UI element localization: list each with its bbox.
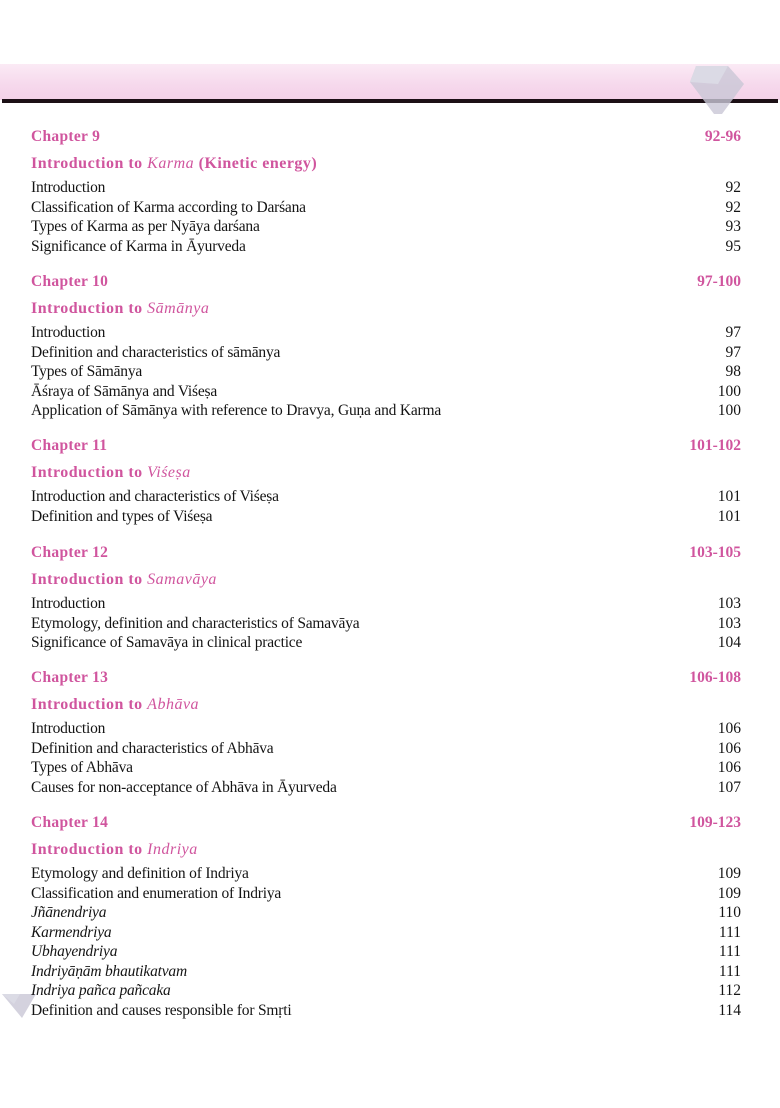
entry-title: Introduction and characteristics of Viśeṣa [31, 488, 279, 505]
entry-title: Introduction [31, 595, 106, 612]
chapter-label: Chapter 12 [31, 544, 109, 561]
entry-page: 104 [717, 634, 741, 651]
toc-entry[interactable] [31, 884, 743, 904]
toc-entry[interactable] [31, 323, 743, 343]
entry-page: 107 [717, 778, 741, 796]
entry-title: Etymology and definition of Indriya [31, 865, 249, 882]
toc-entry[interactable] [31, 401, 743, 421]
chapter-label: Chapter 11 [31, 437, 108, 454]
chapter-label: Chapter 13 [31, 669, 109, 686]
chapter-label: Chapter 9 [31, 128, 101, 145]
chapter-title [31, 838, 743, 862]
toc-entry[interactable] [31, 981, 743, 1001]
entry-page: 97 [725, 324, 741, 341]
entry-page: 114 [718, 1001, 741, 1019]
chapter-page-range: 101-102 [689, 437, 741, 454]
chapter-title-term: Karma [147, 155, 195, 172]
entry-title: Introduction [31, 179, 106, 196]
chapter-page-range: 97-100 [697, 273, 741, 290]
toc-entry[interactable] [31, 923, 743, 943]
entry-page: 93 [725, 218, 741, 235]
chapter-title [31, 297, 743, 321]
entry-title: Indriya pañca pañcaka [31, 982, 171, 999]
entry-page: 106 [717, 759, 741, 776]
entry-title: Significance of Karma in Āyurveda [31, 237, 246, 255]
chapter-title [31, 152, 743, 176]
entry-title: Definition and causes responsible for Smṛti [31, 1001, 292, 1019]
entry-page: 97 [725, 343, 741, 361]
chapter-page-range: 109-123 [689, 814, 741, 831]
chapter-12 [31, 544, 743, 653]
chapter-page-range: 106-108 [689, 669, 741, 686]
entry-title: Āśraya of Sāmānya and Viśeṣa [31, 382, 218, 400]
entry-title: Types of Abhāva [31, 759, 133, 776]
toc-entry[interactable] [31, 778, 743, 798]
chapter-title-prefix: Introduction to [31, 696, 148, 713]
entry-page: 106 [717, 720, 741, 737]
entry-page: 103 [717, 614, 741, 632]
chapter-title-term: Samavāya [147, 571, 217, 588]
entry-page: 98 [725, 363, 741, 380]
entry-title: Application of Sāmānya with reference to Dravya, Guṇa and Karma [31, 402, 442, 419]
toc-entry[interactable] [31, 382, 743, 402]
entry-page: 112 [718, 982, 741, 999]
entry-page: 109 [717, 865, 741, 882]
entry-title: Indriyāṇām bhautikatvam [31, 962, 187, 980]
entry-page: 111 [718, 923, 741, 941]
toc-entry[interactable] [31, 198, 743, 218]
entry-page: 101 [717, 507, 741, 525]
chapter-title [31, 693, 743, 717]
entry-page: 109 [717, 884, 741, 902]
entry-title: Introduction [31, 720, 106, 737]
chapter-10 [31, 273, 743, 421]
entry-page: 95 [725, 237, 741, 255]
entry-page: 92 [725, 198, 741, 216]
entry-title: Causes for non-acceptance of Abhāva in Āyurveda [31, 778, 337, 796]
chapter-title [31, 568, 743, 592]
toc-entry[interactable] [31, 739, 743, 759]
chapter-title-prefix: Introduction to [31, 571, 148, 588]
entry-title: Types of Sāmānya [31, 363, 143, 380]
entry-page: 92 [725, 179, 741, 196]
chapter-title-term: Sāmānya [147, 300, 210, 317]
entry-title: Classification of Karma according to Darśana [31, 198, 306, 216]
entry-page: 111 [718, 943, 741, 960]
entry-page: 111 [718, 962, 741, 980]
chapter-title-prefix: Introduction to [31, 300, 148, 317]
entry-page: 106 [717, 739, 741, 757]
entry-title: Definition and characteristics of Abhāva [31, 739, 274, 757]
toc-entry[interactable] [31, 942, 743, 962]
toc-entry[interactable] [31, 362, 743, 382]
toc-entry[interactable] [31, 507, 743, 527]
chapter-title-term: Viśeṣa [147, 464, 191, 481]
entry-title: Definition and characteristics of sāmānya [31, 343, 281, 361]
chapter-13 [31, 669, 743, 797]
toc-entry[interactable] [31, 758, 743, 778]
chapter-label: Chapter 10 [31, 273, 109, 290]
toc-entry[interactable] [31, 719, 743, 739]
entry-page: 103 [717, 595, 741, 612]
toc-entry[interactable] [31, 864, 743, 884]
toc-entry[interactable] [31, 903, 743, 923]
chapter-label: Chapter 14 [31, 814, 109, 831]
entry-title: Ubhayendriya [31, 943, 118, 960]
entry-title: Significance of Samavāya in clinical practice [31, 634, 303, 651]
toc-entry[interactable] [31, 487, 743, 507]
entry-title: Jñānendriya [31, 904, 107, 921]
page-header-band [0, 64, 780, 100]
toc-entry[interactable] [31, 217, 743, 237]
chapter-title [31, 461, 743, 485]
toc-entry[interactable] [31, 237, 743, 257]
entry-title: Etymology, definition and characteristics of Samavāya [31, 614, 360, 632]
toc-entry[interactable] [31, 178, 743, 198]
entry-title: Karmendriya [31, 923, 112, 941]
entry-page: 101 [717, 488, 741, 505]
chapter-title-term: Indriya [147, 841, 198, 858]
chapter-title-term: Abhāva [147, 696, 200, 713]
chapter-title-prefix: Introduction to [31, 464, 148, 481]
chapter-9 [31, 128, 743, 256]
chapter-title-prefix: Introduction to [31, 155, 148, 172]
chapter-page-range: 103-105 [689, 544, 741, 561]
toc-entry[interactable] [31, 343, 743, 363]
chapter-title-suffix: (Kinetic energy) [194, 155, 318, 172]
entry-page: 100 [717, 382, 741, 400]
entry-title: Types of Karma as per Nyāya darśana [31, 218, 260, 235]
chapter-page-range: 92-96 [704, 128, 741, 145]
chapter-14 [31, 814, 743, 1020]
entry-page: 110 [718, 904, 741, 921]
entry-page: 100 [717, 402, 741, 419]
toc-entry[interactable] [31, 1001, 743, 1021]
toc-entry[interactable] [31, 594, 743, 614]
chapter-title-prefix: Introduction to [31, 841, 148, 858]
entry-title: Introduction [31, 324, 106, 341]
diamond-ornament-icon [688, 62, 748, 118]
toc-entry[interactable] [31, 633, 743, 653]
header-divider [2, 99, 778, 103]
chapter-11 [31, 437, 743, 526]
toc-entry[interactable] [31, 614, 743, 634]
entry-title: Definition and types of Viśeṣa [31, 507, 213, 525]
entry-title: Classification and enumeration of Indriya [31, 884, 282, 902]
toc-entry[interactable] [31, 962, 743, 982]
